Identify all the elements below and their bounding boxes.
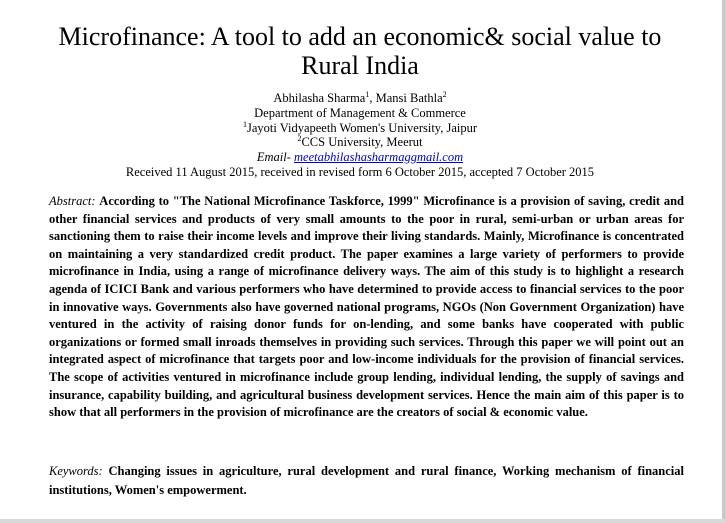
author-1-superscript: 1 <box>365 89 370 99</box>
affiliation-1-superscript: 1 <box>242 119 247 129</box>
abstract <box>49 193 684 422</box>
page-edge-bottom <box>0 519 725 523</box>
keywords-text: Changing issues in agriculture, rural development and rural finance, Working mechanism of financial institutions, Women's empowerment. <box>49 464 685 497</box>
abstract-text: According to "The National Microfinance Taskforce, 1999" Microfinance is a provision of saving, credit and other financial services and products of very small amounts to the poor in rural, semi-urban or urban areas for sanctioning them to raise their income levels and improve their living standards. Mainly, Microfinance is concentrated on maintaining a very standardized credit product. The paper examines a large variety of performers to provide microfinance in India, using a range of microfinance delivery ways. The aim of this study is to highlight a research agenda of ICICI Bank and various performers who have determined to provide access to financial services to the poor in innovative ways. Governments also have governed national programs, NGOs (Non Government Organization) have ventured in the activity of raising donor funds for on-lending, and some banks have cooperated with public organizations or formed small inroads themselves in providing such services. Through this paper we will point out an integrated aspect of microfinance that targets poor and low-income individuals for the provision of financial services. The scope of activities ventured in microfinance include group lending, individual lending, the supply of savings and insurance, capability building, and agricultural business development services. Hence the main aim of this paper is to show that all performers in the provision of microfinance are the creators of social & economic value. <box>49 194 685 420</box>
paper-title: Microfinance: A tool to add an economic& social value to Rural India <box>58 22 662 80</box>
email-line <box>40 150 680 165</box>
author-name-2: Mansi Bathla <box>375 91 443 105</box>
affiliation-2 <box>40 135 680 150</box>
author-2-superscript: 2 <box>442 89 447 99</box>
affiliation-2-superscript: 2 <box>297 134 302 144</box>
email-label: Email- <box>256 150 291 165</box>
affiliation-2-text: CCS University, Meerut <box>301 135 423 150</box>
keywords <box>49 462 684 500</box>
author-block <box>40 91 680 180</box>
department: Department of Management & Commerce <box>254 105 466 120</box>
received-dates: Received 11 August 2015, received in revised form 6 October 2015, accepted 7 October 2015 <box>125 164 595 179</box>
author-name-1: Abhilasha Sharma <box>273 91 366 105</box>
abstract-label: Abstract: <box>49 194 96 208</box>
email-link[interactable]: meetabhilashasharmaggmail.com <box>294 150 464 165</box>
keywords-label: Keywords: <box>49 464 103 478</box>
affiliation-1-text: Jayoti Vidyapeeth Women's University, Jaipur <box>246 120 478 135</box>
affiliation-1 <box>40 121 680 136</box>
author-line <box>40 91 680 106</box>
author-separator: , <box>369 91 376 105</box>
